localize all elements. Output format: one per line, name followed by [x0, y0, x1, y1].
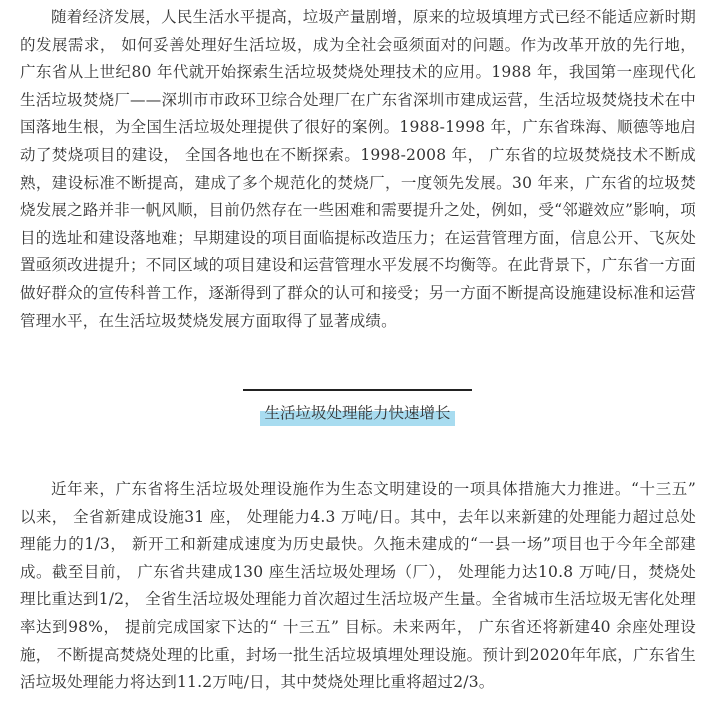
section-divider	[243, 389, 472, 391]
section-heading-container	[0, 400, 715, 426]
article-paragraph: 近年来，广东省将生活垃圾处理设施作为生态文明建设的一项具体措施大力推进。“十三五” 以来， 全省新建成设施31 座， 处理能力4.3 万吨/日。其中，去年以来新建的处理能力超过总处理能力的1/3， 新开工和新建成速度为历史最快。久拖未建成的“一县一场”项目也于今年全部建成。截至目前， 广东省共建成130 座生活垃圾处理场（厂）， 处理能力达10.8 万吨/日，焚烧处理比重达到1/2， 全省生活垃圾处理能力首次超过生活垃圾产生量。全省城市生活垃圾无害化处理率达到98%， 提前完成国家下达的“ 十三五” 目标。未来两年， 广东省还将新建40 余座处理设施， 不断提高焚烧处理的比重，封场一批生活垃圾填埋处理设施。预计到2020年年底，广东省生活垃圾处理能力将达到11.2万吨/日，其中焚烧处理比重将超过2/3。	[20, 480, 696, 692]
section-heading: 生活垃圾处理能力快速增长	[260, 400, 454, 426]
article-paragraph: 随着经济发展，人民生活水平提高，垃圾产量剧增，原来的垃圾填埋方式已经不能适应新时期的发展需求， 如何妥善处理好生活垃圾，成为全社会亟须面对的问题。作为改革开放的先行地，广东省从上世纪80 年代就开始探索生活垃圾焚烧处理技术的应用。1988 年，我国第一座现代化生活垃圾焚烧厂——深圳市市政环卫综合处理厂在广东省深圳市建成运营，生活垃圾焚烧技术在中国落地生根，为全国生活垃圾处理提供了很好的案例。1988-1998 年，广东省珠海、顺德等地启动了焚烧项目的建设， 全国各地也在不断探索。1998-2008 年， 广东省的垃圾焚烧技术不断成熟，建设标准不断提高，建成了多个规范化的焚烧厂，一度领先发展。30 年来，广东省的垃圾焚烧发展之路并非一帆风顺，目前仍然存在一些困难和需要提升之处，例如，受“邻避效应”影响，项目的选址和建设落地难；早期建设的项目面临提标改造压力；在运营管理方面，信息公开、飞灰处置亟须改进提升；不同区域的项目建设和运营管理水平发展不均衡等。在此背景下，广东省一方面做好群众的宣传科普工作，逐渐得到了群众的认可和接受；另一方面不断提高设施建设标准和运营管理水平，在生活垃圾焚烧发展方面取得了显著成绩。	[20, 8, 696, 330]
